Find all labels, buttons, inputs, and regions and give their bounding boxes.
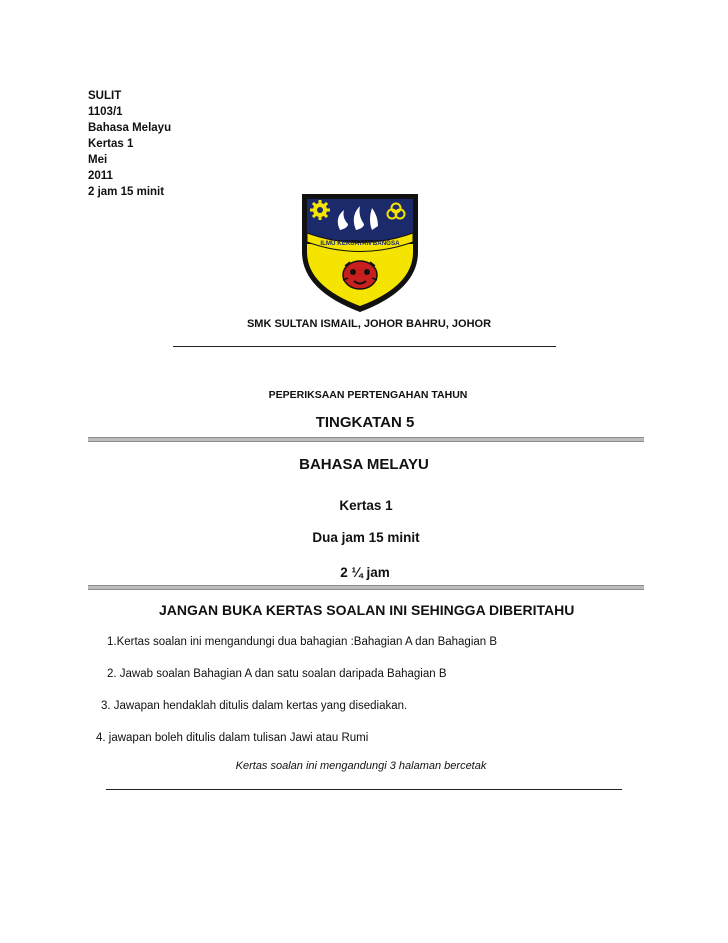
school-divider-line (173, 346, 556, 347)
instruction-item: 2. Jawab soalan Bahagian A dan satu soalan daripada Bahagian B (107, 668, 447, 680)
school-crest-logo (298, 190, 422, 316)
subject-label: Bahasa Melayu (88, 122, 172, 134)
exam-subject: BAHASA MELAYU (299, 456, 429, 473)
gear-icon (310, 200, 330, 220)
confidential-label: SULIT (88, 90, 122, 102)
crest-motto: ILMU KEKUATAN BANGSA (320, 240, 400, 247)
do-not-open-warning: JANGAN BUKA KERTAS SOALAN INI SEHINGGA DIBERITAHU (159, 602, 575, 618)
tiger-emblem-icon (343, 261, 377, 289)
month-label: Mei (88, 154, 108, 166)
exam-title: PEPERIKSAAN PERTENGAHAN TAHUN (268, 389, 468, 401)
year-label: 2011 (88, 170, 113, 182)
exam-hours: 2 ¼ jam (340, 565, 390, 580)
duration-label: 2 jam 15 minit (88, 186, 165, 198)
footer-divider-line (106, 789, 622, 790)
page-count-note: Kertas soalan ini mengandungi 3 halaman bercetak (235, 760, 487, 772)
instruction-item: 1.Kertas soalan ini mengandungi dua bahagian :Bahagian A dan Bahagian B (107, 636, 498, 648)
exam-duration: Dua jam 15 minit (312, 530, 420, 545)
divider-rule-top (88, 437, 644, 442)
paper-code: 1103/1 (88, 106, 123, 118)
instruction-item: 4. jawapan boleh ditulis dalam tulisan Jawi atau Rumi (96, 732, 369, 744)
exam-paper: Kertas 1 (339, 498, 393, 513)
paper-metadata (88, 88, 171, 200)
paper-label: Kertas 1 (88, 138, 134, 150)
divider-rule-bottom (88, 585, 644, 590)
school-name: SMK SULTAN ISMAIL, JOHOR BAHRU, JOHOR (246, 318, 492, 330)
instruction-item: 3. Jawapan hendaklah ditulis dalam kertas yang disediakan. (101, 700, 408, 712)
form-level: TINGKATAN 5 (315, 414, 415, 431)
